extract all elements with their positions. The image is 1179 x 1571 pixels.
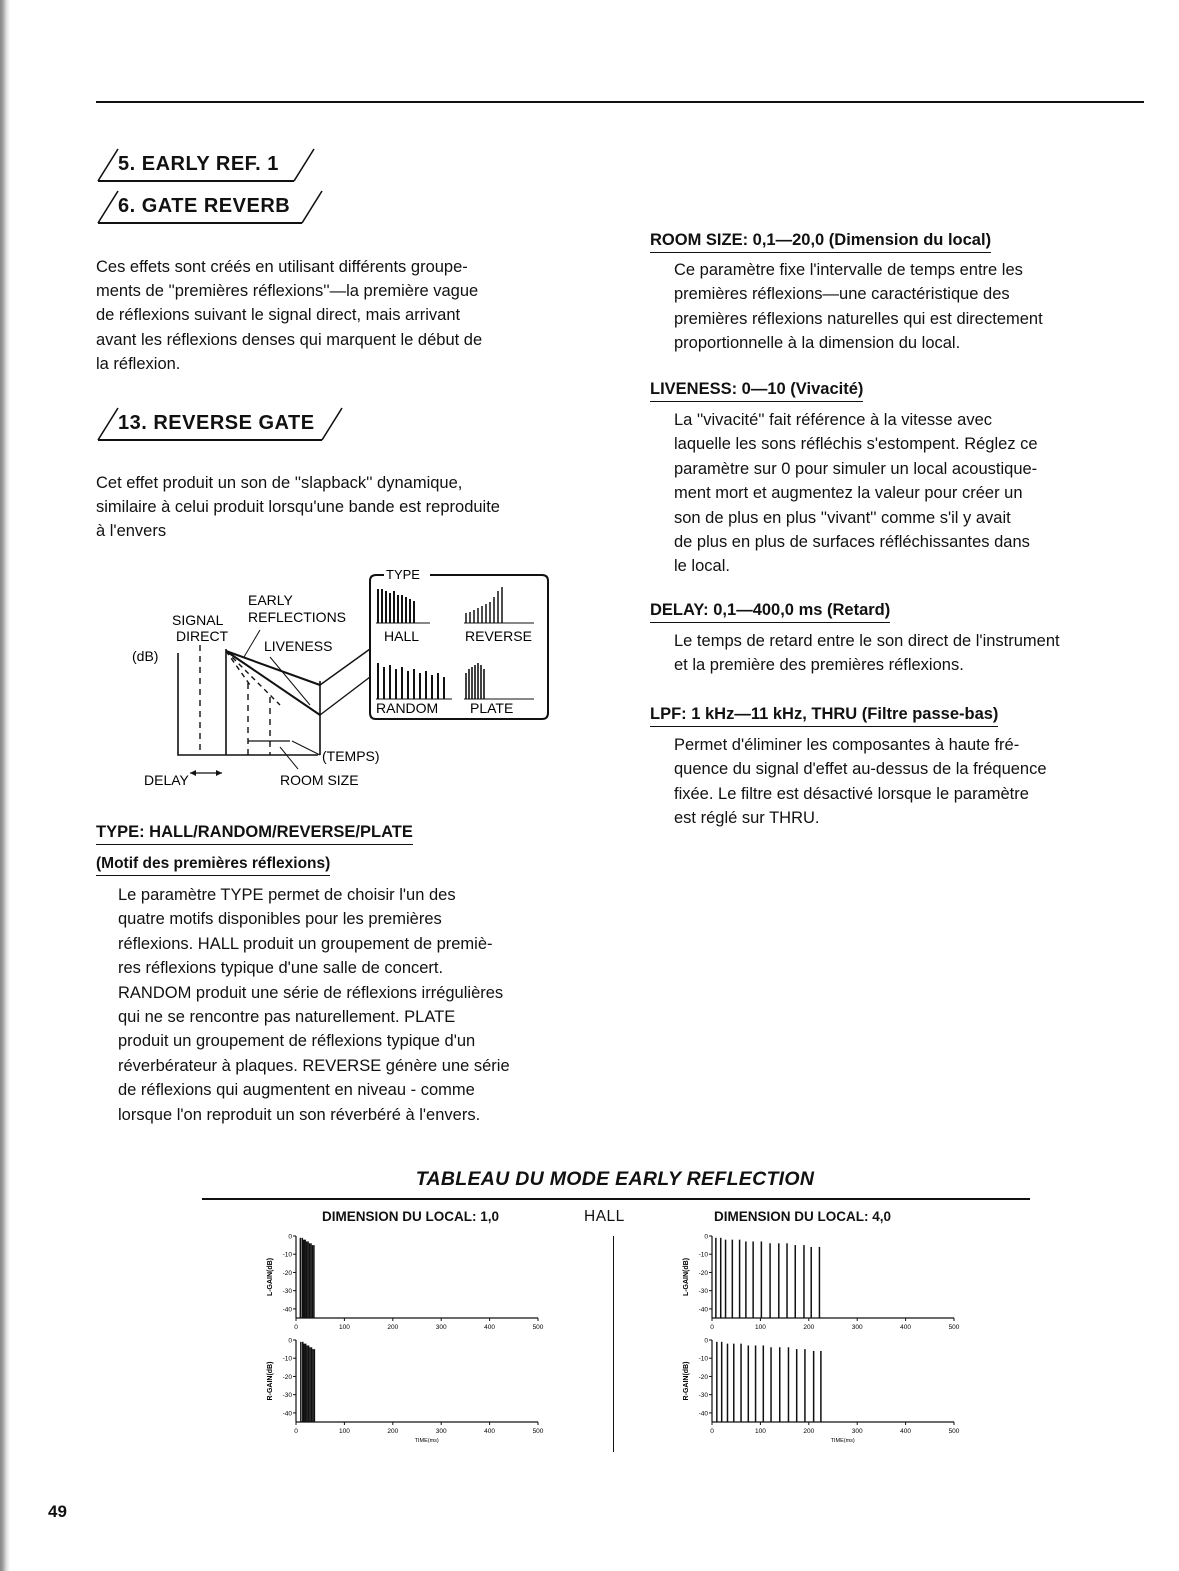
liveness-heading: LIVENESS: 0—10 (Vivacité) <box>650 380 863 402</box>
section-title-text: 13. REVERSE GATE <box>118 412 315 434</box>
section-title-gate-reverb <box>96 190 326 224</box>
param-line: est réglé sur THRU. <box>674 809 820 828</box>
lpf-heading: LPF: 1 kHz—11 kHz, THRU (Filtre passe-bas) <box>650 705 998 727</box>
intro-paragraph <box>96 255 582 376</box>
delay-label: DELAY <box>144 772 189 788</box>
page-number: 49 <box>48 1502 67 1521</box>
y-tick-label: -20 <box>698 1373 708 1381</box>
param-line: Le temps de retard entre le son direct de l'instrument <box>674 632 1060 650</box>
room-size-description <box>674 258 1138 356</box>
reverse-line: similaire à celui produit lorsqu'une bande est reproduite <box>96 498 500 517</box>
y-tick-label: -30 <box>698 1288 708 1296</box>
chart-left-lgain <box>262 1232 552 1332</box>
y-axis-label: R-GAIN(dB) <box>683 1361 690 1401</box>
lpf-description <box>674 733 1138 831</box>
top-rule <box>96 101 1144 103</box>
type-line: de réflexions qui augmentent en niveau - comme <box>118 1081 475 1100</box>
reverse-line: Cet effet produit un son de ''slapback'' dynamique, <box>96 474 463 492</box>
x-tick-label: 200 <box>387 1324 399 1331</box>
section-title-text: 6. GATE REVERB <box>118 195 291 217</box>
title-underline <box>98 222 302 224</box>
type-line: produit un groupement de réflexions typique d'un <box>118 1032 476 1051</box>
param-line: le local. <box>674 557 730 576</box>
y-tick-label: -20 <box>282 1373 292 1381</box>
type-line: réflexions. HALL produit un groupement de premiè- <box>118 934 493 953</box>
x-tick-label: 400 <box>900 1428 912 1435</box>
type-line: Le paramètre TYPE permet de choisir l'un des <box>118 886 456 904</box>
hall-pattern <box>376 589 430 623</box>
table-rule <box>202 1198 1030 1200</box>
title-underline <box>98 439 322 441</box>
y-tick-label: 0 <box>704 1233 708 1241</box>
type-random-label: RANDOM <box>376 700 439 716</box>
signal-label-1: SIGNAL <box>172 612 224 628</box>
param-line: quence du signal d'effet au-dessus de la fréquence <box>674 760 1047 779</box>
y-axis-label: L-GAIN(dB) <box>267 1257 274 1297</box>
x-tick-label: 200 <box>803 1428 815 1435</box>
y-tick-label: -20 <box>282 1269 292 1277</box>
db-label: (dB) <box>132 648 159 664</box>
delay-heading: DELAY: 0,1—400,0 ms (Retard) <box>650 601 890 623</box>
intro-line: de réflexions suivant le signal direct, mais arrivant <box>96 306 461 325</box>
y-tick-label: -10 <box>282 1355 292 1363</box>
table-right-title: DIMENSION DU LOCAL: 4,0 <box>714 1209 892 1224</box>
type-heading: TYPE: HALL/RANDOM/REVERSE/PLATE <box>96 823 413 845</box>
param-line: premières réflexions naturelles qui est directement <box>674 309 1043 328</box>
liveness-description <box>674 408 1138 579</box>
x-tick-label: 100 <box>754 1428 766 1435</box>
x-tick-label: 500 <box>948 1324 960 1331</box>
param-line: et la première des premières réflexions. <box>674 656 964 675</box>
x-tick-label: 300 <box>435 1428 447 1435</box>
table-separator <box>613 1236 614 1452</box>
x-axis-label: TIME(ms) <box>830 1438 855 1444</box>
y-tick-label: -30 <box>282 1288 292 1296</box>
x-tick-label: 500 <box>532 1324 544 1331</box>
type-line: res réflexions typique d'une salle de concert. <box>118 959 444 978</box>
section-title-reverse-gate <box>96 407 346 441</box>
x-tick-label: 0 <box>294 1428 298 1435</box>
param-line: fixée. Le filtre est désactivé lorsque le paramètre <box>674 784 1029 803</box>
y-axis-label: R-GAIN(dB) <box>267 1361 274 1401</box>
room-size-heading: ROOM SIZE: 0,1—20,0 (Dimension du local) <box>650 231 991 253</box>
x-tick-label: 500 <box>948 1428 960 1435</box>
liveness-label: LIVENESS <box>264 638 333 654</box>
param-line: Permet d'éliminer les composantes à haute fré- <box>674 736 1020 754</box>
x-tick-label: 100 <box>338 1428 350 1435</box>
delay-description <box>674 629 1144 678</box>
x-tick-label: 400 <box>484 1428 496 1435</box>
y-tick-label: 0 <box>288 1337 292 1345</box>
x-tick-label: 100 <box>338 1324 350 1331</box>
y-tick-label: -30 <box>698 1392 708 1400</box>
x-axis-label: TIME(ms) <box>414 1438 439 1444</box>
intro-line: la réflexion. <box>96 354 181 373</box>
table-title: TABLEAU DU MODE EARLY REFLECTION <box>415 1168 815 1190</box>
y-tick-label: 0 <box>288 1233 292 1241</box>
chart-left-rgain <box>262 1336 552 1448</box>
random-pattern <box>376 663 452 699</box>
type-label: TYPE <box>386 567 420 582</box>
param-line: ment mort et augmentez la valeur pour créer un <box>674 484 1023 503</box>
y-tick-label: -40 <box>282 1306 292 1314</box>
reverse-pattern <box>464 587 534 623</box>
reverse-line: à l'envers <box>96 522 167 541</box>
param-line: son de plus en plus ''vivant'' comme s'il y avait <box>674 508 1011 527</box>
type-line: lorsque l'on reproduit un son réverbéré à l'envers. <box>118 1105 481 1124</box>
section-title-text: 5. EARLY REF. 1 <box>118 153 279 175</box>
table-center-label: HALL <box>584 1208 625 1225</box>
y-axis-label: L-GAIN(dB) <box>683 1257 690 1297</box>
callout-line <box>320 677 370 715</box>
intro-line: ments de ''premières réflexions''—la première vague <box>96 282 479 301</box>
scan-edge <box>0 0 10 1571</box>
type-plate-label: PLATE <box>470 700 514 716</box>
y-tick-label: -40 <box>698 1410 708 1418</box>
type-line: qui ne se rencontre pas naturellement. PLATE <box>118 1008 456 1027</box>
chart-right-lgain <box>678 1232 968 1332</box>
y-tick-label: -40 <box>282 1410 292 1418</box>
type-line: réverbérateur à plaques. REVERSE génère une série <box>118 1056 510 1075</box>
param-line: de plus en plus de surfaces réfléchissantes dans <box>674 533 1030 552</box>
section-title-early-ref <box>96 148 318 182</box>
type-line: quatre motifs disponibles pour les premières <box>118 910 442 929</box>
room-size-label: ROOM SIZE <box>280 772 359 788</box>
x-tick-label: 300 <box>435 1324 447 1331</box>
plate-pattern <box>464 663 534 699</box>
x-tick-label: 0 <box>710 1324 714 1331</box>
y-tick-label: -40 <box>698 1306 708 1314</box>
y-tick-label: -30 <box>282 1392 292 1400</box>
x-tick-label: 400 <box>484 1324 496 1331</box>
param-line: paramètre sur 0 pour simuler un local acoustique- <box>674 459 1038 478</box>
x-tick-label: 200 <box>803 1324 815 1331</box>
type-line: RANDOM produit une série de réflexions irrégulières <box>118 983 504 1002</box>
x-tick-label: 300 <box>851 1428 863 1435</box>
y-tick-label: -10 <box>282 1251 292 1259</box>
title-underline <box>98 180 294 182</box>
param-line: proportionnelle à la dimension du local. <box>674 334 961 353</box>
chart-right-rgain <box>678 1336 968 1448</box>
param-line: premières réflexions—une caractéristique des <box>674 285 1010 304</box>
intro-line: avant les réflexions denses qui marquent le début de <box>96 330 483 349</box>
reverse-gate-paragraph <box>96 471 582 544</box>
y-tick-label: -20 <box>698 1269 708 1277</box>
x-tick-label: 100 <box>754 1324 766 1331</box>
x-tick-label: 300 <box>851 1324 863 1331</box>
callout-line <box>320 649 370 685</box>
type-description <box>118 883 582 1127</box>
temps-label: (TEMPS) <box>322 748 380 764</box>
type-subheading: (Motif des premières réflexions) <box>96 855 330 876</box>
y-tick-label: -10 <box>698 1251 708 1259</box>
early-label-2: REFLECTIONS <box>248 609 347 625</box>
x-tick-label: 0 <box>710 1428 714 1435</box>
early-label-1: EARLY <box>248 592 293 608</box>
y-tick-label: 0 <box>704 1337 708 1345</box>
param-line: Ce paramètre fixe l'intervalle de temps entre les <box>674 261 1023 279</box>
type-hall-label: HALL <box>384 628 420 644</box>
x-tick-label: 200 <box>387 1428 399 1435</box>
signal-label-2: DIRECT <box>176 628 229 644</box>
x-tick-label: 0 <box>294 1324 298 1331</box>
type-reverse-label: REVERSE <box>465 628 532 644</box>
early-reflections-diagram <box>130 565 560 795</box>
param-line: La ''vivacité'' fait référence à la vitesse avec <box>674 411 993 429</box>
intro-line: Ces effets sont créés en utilisant différents groupe- <box>96 258 468 276</box>
param-line: laquelle les sons réfléchis s'estompent. Réglez ce <box>674 435 1038 454</box>
x-tick-label: 400 <box>900 1324 912 1331</box>
x-tick-label: 500 <box>532 1428 544 1435</box>
table-left-title: DIMENSION DU LOCAL: 1,0 <box>322 1209 500 1224</box>
y-tick-label: -10 <box>698 1355 708 1363</box>
